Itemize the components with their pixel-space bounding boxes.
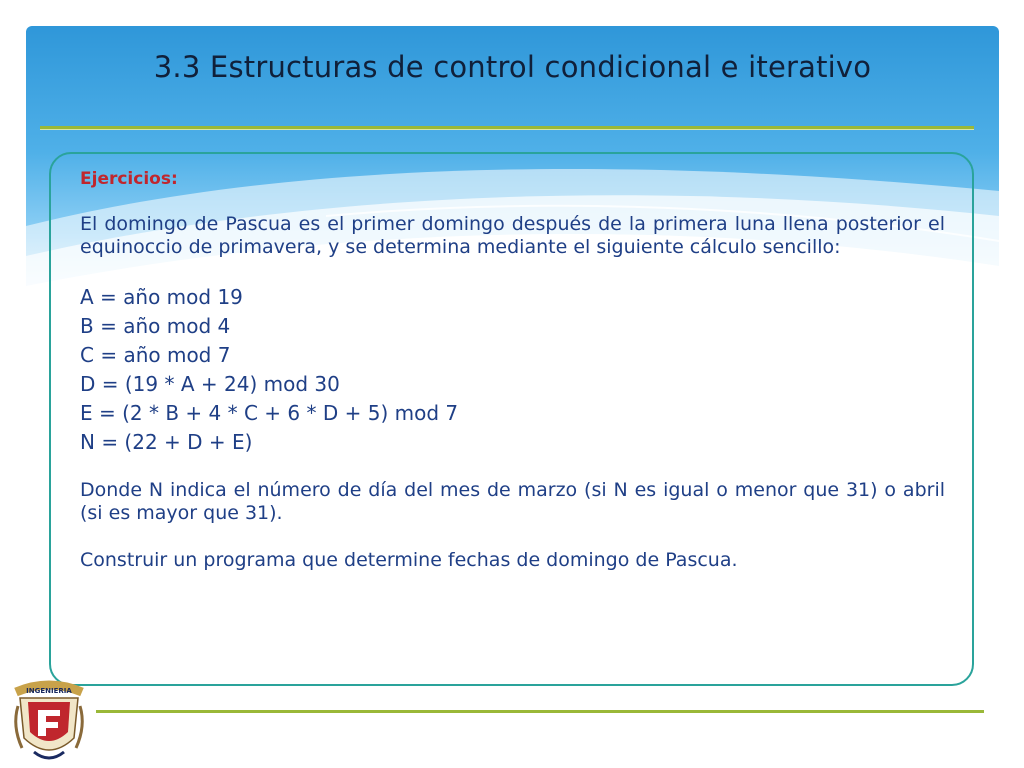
formula-list (80, 283, 945, 457)
formula-line: N = (22 + D + E) (80, 430, 253, 454)
formula-line: E = (2 * B + 4 * C + 6 * D + 5) mod 7 (80, 401, 459, 425)
footer-divider (96, 710, 984, 713)
task-paragraph: Construir un programa que determine fechas de domingo de Pascua. (80, 549, 738, 571)
section-heading: Ejercicios: (80, 169, 178, 189)
explanation-paragraph: Donde N indica el número de día del mes de marzo (si N es igual o menor que 31) o abril (si es mayor que 31). (80, 479, 945, 524)
logo-text: INGENIERIA (26, 687, 72, 695)
content-text (80, 168, 945, 596)
slide-title: 3.3 Estructuras de control condicional e iterativo (153, 50, 872, 84)
intro-paragraph: El domingo de Pascua es el primer domingo después de la primera luna llena posterior el equinoccio de primavera, y se determina mediante el siguiente cálculo sencillo: (80, 213, 945, 258)
title-divider (40, 126, 974, 129)
formula-line: D = (19 * A + 24) mod 30 (80, 372, 340, 396)
formula-line: C = año mod 7 (80, 343, 231, 367)
formula-line: B = año mod 4 (80, 314, 231, 338)
engineering-logo-icon (8, 676, 90, 768)
formula-line: A = año mod 19 (80, 285, 243, 309)
